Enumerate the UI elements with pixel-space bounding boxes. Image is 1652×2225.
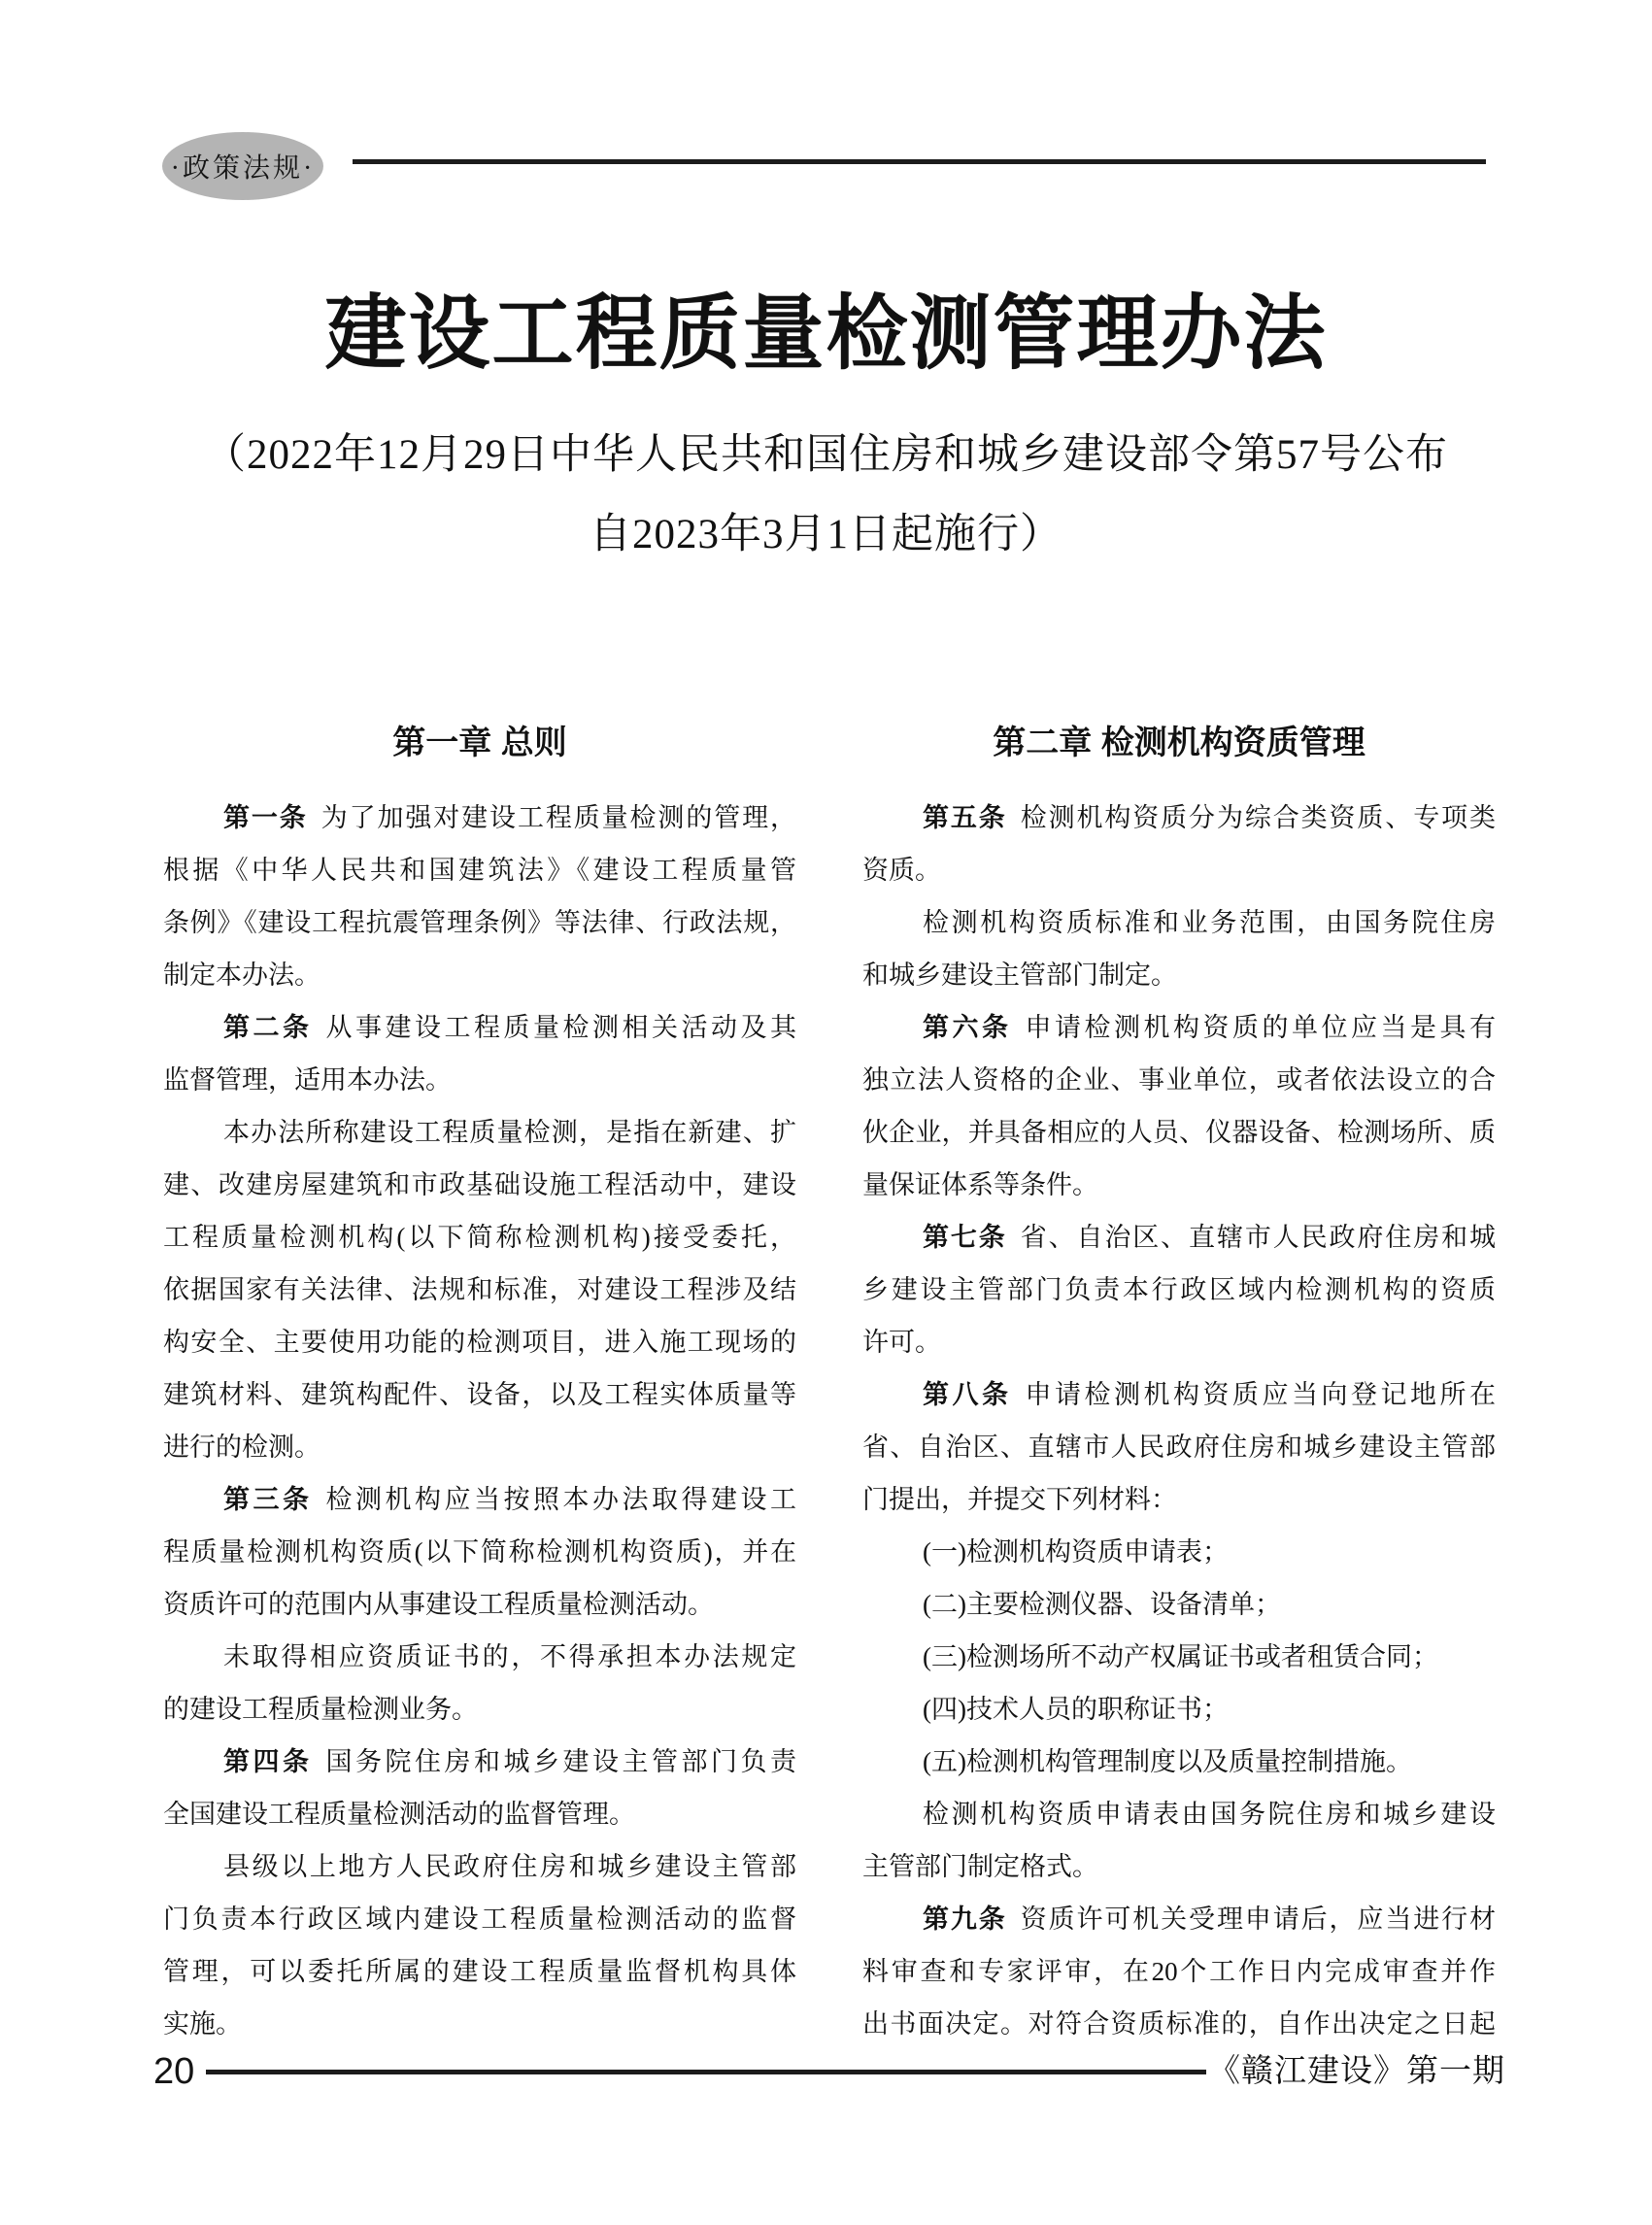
- text-line: 检测机构资质标准和业务范围，由国务院住房: [923, 908, 1496, 937]
- text-line: 许可。: [862, 1328, 941, 1357]
- column-right: [862, 721, 1496, 2050]
- text-line: 第三条 检测机构应当按照本办法取得建设工: [223, 1485, 796, 1514]
- text-line: 工程质量检测机构(以下简称检测机构)接受委托，: [163, 1223, 796, 1252]
- article-number: 第三条: [223, 1485, 313, 1514]
- text-line: 伙企业，并具备相应的人员、仪器设备、检测场所、质: [862, 1118, 1496, 1147]
- text-line: 进行的检测。: [163, 1433, 320, 1462]
- text-line: 建、改建房屋建筑和市政基础设施工程活动中，建设: [163, 1170, 796, 1199]
- text-line: 检测机构资质申请表由国务院住房和城乡建设: [923, 1800, 1496, 1829]
- text-line: 第六条 申请检测机构资质的单位应当是具有: [923, 1013, 1496, 1042]
- header-rule: [353, 159, 1486, 164]
- text-line: (一)检测机构资质申请表；: [923, 1537, 1229, 1567]
- article-number: 第四条: [223, 1747, 313, 1776]
- text-line: (五)检测机构管理制度以及质量控制措施。: [923, 1747, 1412, 1776]
- text-line: 依据国家有关法律、法规和标准，对建设工程涉及结: [163, 1275, 796, 1304]
- text-line: 门负责本行政区域内建设工程质量检测活动的监督: [163, 1905, 796, 1934]
- text-line: 第四条 国务院住房和城乡建设主管部门负责: [223, 1747, 796, 1776]
- article-number: 第八条: [923, 1380, 1012, 1409]
- page-footer: [153, 2045, 1505, 2098]
- text-line: 主管部门制定格式。: [862, 1852, 1098, 1881]
- text-line: 程质量检测机构资质(以下简称检测机构资质)，并在: [163, 1537, 796, 1567]
- text-line: 第八条 申请检测机构资质应当向登记地所在: [923, 1380, 1496, 1409]
- text-line: 资质。: [862, 856, 941, 885]
- subtitle-line-1: （2022年12月29日中华人民共和国住房和城乡建设部令第57号公布: [204, 432, 1448, 478]
- text-line: 资质许可的范围内从事建设工程质量检测活动。: [163, 1590, 714, 1619]
- text-line: 构安全、主要使用功能的检测项目，进入施工现场的: [163, 1328, 796, 1357]
- article-number: 第二条: [223, 1013, 313, 1042]
- text-line: 第七条 省、自治区、直辖市人民政府住房和城: [923, 1223, 1496, 1252]
- text-line: 和城乡建设主管部门制定。: [862, 961, 1177, 990]
- text-line: 实施。: [163, 2009, 242, 2039]
- article-title: 建设工程质量检测管理办法: [324, 289, 1328, 380]
- text-line: 出书面决定。对符合资质标准的，自作出决定之日起: [862, 2009, 1496, 2039]
- text-line: 乡建设主管部门负责本行政区域内检测机构的资质: [862, 1275, 1496, 1304]
- text-line: 的建设工程质量检测业务。: [163, 1695, 478, 1724]
- section-tag-oval: [162, 132, 323, 200]
- text-line: 制定本办法。: [163, 961, 320, 990]
- text-line: 条例》《建设工程抗震管理条例》等法律、行政法规，: [163, 908, 796, 937]
- text-line: (二)主要检测仪器、设备清单；: [923, 1590, 1281, 1619]
- text-line: 第一条 为了加强对建设工程质量检测的管理，: [223, 803, 796, 832]
- text-line: 量保证体系等条件。: [862, 1170, 1098, 1199]
- text-line: 料审查和专家评审，在20个工作日内完成审查并作: [862, 1957, 1496, 1986]
- article-number: 第九条: [923, 1905, 1007, 1934]
- text-line: 未取得相应资质证书的，不得承担本办法规定: [223, 1642, 796, 1671]
- text-line: 全国建设工程质量检测活动的监督管理。: [163, 1800, 635, 1829]
- article-number: 第七条: [923, 1223, 1007, 1252]
- text-line: (三)检测场所不动产权属证书或者租赁合同；: [923, 1642, 1438, 1671]
- article-number: 第一条: [223, 803, 308, 832]
- column-left-lines: [163, 792, 796, 2050]
- text-line: 建筑材料、建筑构配件、设备，以及工程实体质量等: [163, 1380, 796, 1409]
- text-line: 第九条 资质许可机关受理申请后，应当进行材: [923, 1905, 1496, 1934]
- column-left: [163, 721, 796, 2050]
- footer-rule: [206, 2070, 1206, 2074]
- text-line: 根据《中华人民共和国建筑法》《建设工程质量管: [163, 856, 796, 885]
- text-line: 监督管理，适用本办法。: [163, 1065, 452, 1095]
- text-line: 门提出，并提交下列材料：: [862, 1485, 1177, 1514]
- text-line: 第五条 检测机构资质分为综合类资质、专项类: [923, 803, 1496, 832]
- text-line: 第二条 从事建设工程质量检测相关活动及其: [223, 1013, 796, 1042]
- column-right-lines: [862, 792, 1496, 2050]
- chapter-heading-2: 第二章 检测机构资质管理: [993, 725, 1365, 761]
- journal-issue: 《赣江建设》第一期: [1208, 2054, 1505, 2089]
- text-line: 管理，可以委托所属的建设工程质量监督机构具体: [163, 1957, 796, 1986]
- section-tag-label: ·政策法规·: [170, 153, 316, 184]
- page-number: 20: [153, 2051, 195, 2092]
- chapter-heading-1: 第一章 总则: [392, 725, 567, 761]
- text-line: 本办法所称建设工程质量检测，是指在新建、扩: [223, 1118, 796, 1147]
- subtitle-line-2: 自2023年3月1日起施行）: [590, 512, 1062, 557]
- article-number: 第六条: [923, 1013, 1012, 1042]
- article-subtitle: [0, 416, 1652, 575]
- text-line: 省、自治区、直辖市人民政府住房和城乡建设主管部: [862, 1433, 1496, 1462]
- text-line: (四)技术人员的职称证书；: [923, 1695, 1229, 1724]
- text-line: 县级以上地方人民政府住房和城乡建设主管部: [223, 1852, 796, 1881]
- article-number: 第五条: [923, 803, 1007, 832]
- text-line: 独立法人资格的企业、事业单位，或者依法设立的合: [862, 1065, 1496, 1095]
